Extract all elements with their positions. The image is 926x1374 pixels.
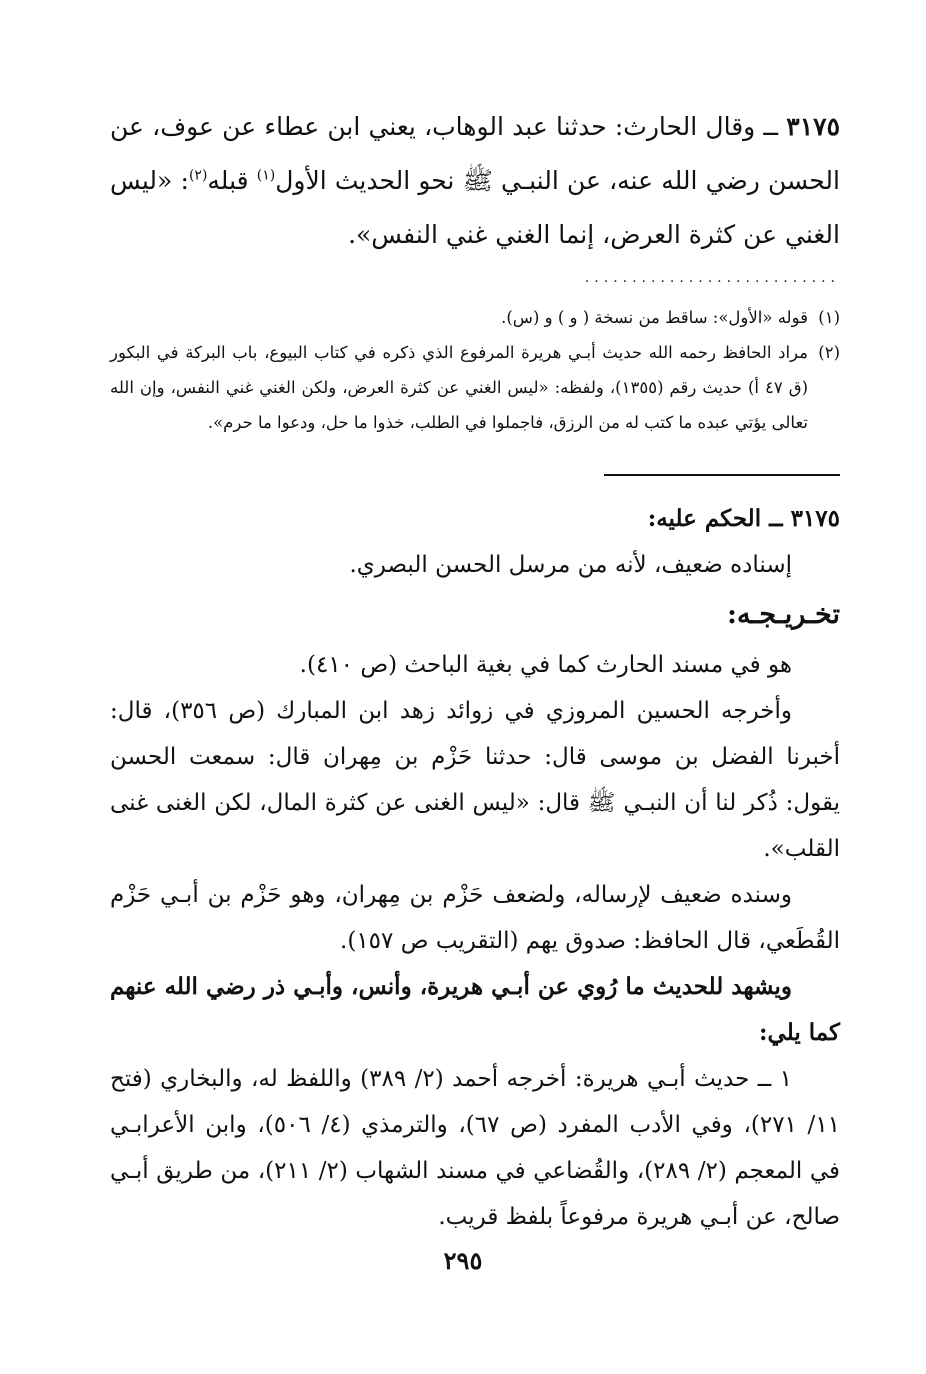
footnote-number: (٢) (818, 343, 840, 362)
hadith-body-mid: قبله (207, 166, 257, 195)
footnote-ref-2[interactable]: (٢) (188, 167, 208, 184)
page-number: ٢٩٥ (443, 1246, 483, 1275)
footnote-2 (110, 335, 840, 440)
takhrij-paragraph: وسنده ضعيف لإرساله، ولضعف حَزْم بن مِهران، وهو حَزْم بن أبـي حَزْم القُطَعي، قال الحافظ: صدوق يهم (التقريب ص ١٥٧). (110, 882, 840, 954)
takhrij-heading: تخـريـجـه: (727, 599, 840, 630)
footnote-text: قوله «الأول»: ساقط من نسخة ( و ) و (س). (501, 308, 808, 327)
ruling-text: إسناده ضعيف، لأنه من مرسل الحسن البصري. (349, 552, 792, 578)
takhrij-paragraph: هو في مسند الحارث كما في بغية الباحث (ص ٤١٠). (299, 652, 792, 678)
takhrij-paragraph: وأخرجه الحسين المروزي في زوائد زهد ابن المبارك (ص ٣٥٦)، قال: أخبرنا الفضل بن موسى قال: حدثنا حَزْم بن مِهران قال: سمعت الحسن يقول: ذُكر لنا أن النبـي ﷺ قال: «ليس الغنى عن كثرة المال، لكن الغنى غنى القلب». (110, 698, 840, 862)
takhrij-paragraph: ١ ــ حديث أبـي هريرة: أخرجه أحمد (٢/ ٣٨٩) واللفظ له، والبخاري (فتح ١١/ ٢٧١)، وفي الأدب المفرد (ص ٦٧)، والترمذي (٤/ ٥٠٦)، وابن الأعرابـي في المعجم (٢/ ٢٨٩)، والقُضاعي في مسند الشهاب (٢/ ٢١١)، من طريق أبـي صالح، عن أبـي هريرة مرفوعاً بلفظ قريب. (110, 1066, 841, 1230)
hadith-body: ــ وقال الحارث: حدثنا عبد الوهاب، يعني ابن عطاء عن عوف، عن الحسن رضي الله عنه، عن النبـي ﷺ نحو الحديث الأول (110, 112, 840, 195)
hadith-number: ٣١٧٥ (786, 112, 840, 141)
takhrij-paragraph: ويشهد للحديث ما رُوي عن أبـي هريرة، وأنس، وأبـي ذر رضي الله عنهم كما يلي: (110, 973, 840, 1046)
footnote-separator: ........................... (584, 270, 840, 286)
footnote-number: (١) (818, 308, 840, 327)
ruling-heading: ٣١٧٥ ــ الحكم عليه: (647, 505, 840, 532)
section-divider (604, 474, 840, 476)
hadith-body-end: : «ليس الغني عن كثرة العرض، إنما الغني غني النفس». (110, 166, 840, 249)
footnote-1 (110, 300, 840, 335)
footnote-text: مراد الحافظ رحمه الله حديث أبـي هريرة المرفوع الذي ذكره في كتاب البيوع، باب البركة في البكور (ق ٤٧ أ) حديث رقم (١٣٥٥)، ولفظه: «ليس الغني عن كثرة العرض، ولكن الغني غني النفس، وإن الله تعالى يؤتي عبده ما كتب له من الرزق، فاجملوا في الطلب، خذوا ما حل، ودعوا ما حرم». (110, 343, 809, 432)
footnote-ref-1[interactable]: (١) (256, 167, 276, 184)
hadith-text (110, 100, 840, 262)
